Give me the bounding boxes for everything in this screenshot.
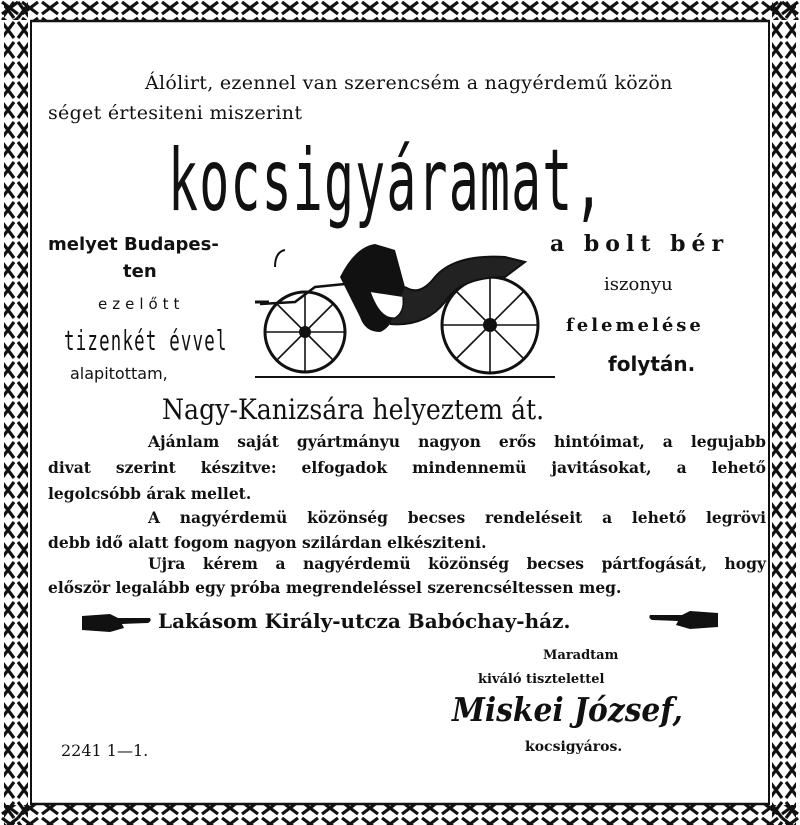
- left-column-line-1: melyet Budapes-: [48, 234, 219, 255]
- left-column-line-5: alapitottam,: [70, 364, 168, 383]
- intro-line-1: Álólirt, ezennel van szerencsém a nagyérdemű közön: [145, 72, 673, 94]
- left-column-line-3: ezelőtt: [98, 295, 185, 313]
- body-line-6: Ujra kérem a nagyérdemü közönség becses pártfogását, hogy: [148, 554, 766, 573]
- closing-line-2: kiváló tisztelettel: [478, 672, 605, 687]
- right-column-line-3: felemelése: [566, 315, 704, 336]
- reference-number: 2241 1—1.: [61, 741, 149, 760]
- address: Lakásom Király-utcza Babóchay-ház.: [158, 609, 571, 633]
- body-line-1: Ajánlam saját gyártmányu nagyon erős hintóimat, a legujabb: [148, 432, 766, 451]
- body-line-7: először legalább egy próba megrendeléssel szerencséltessen meg.: [48, 578, 622, 597]
- subheadline: Nagy-Kanizsára helyeztem át.: [162, 393, 545, 426]
- body-line-5: debb idő alatt fogom nagyon szilárdan elkésziteni.: [48, 533, 487, 552]
- closing-line-1: Maradtam: [543, 648, 619, 663]
- right-column-line-4: folytán.: [608, 352, 696, 376]
- carriage-illustration: [255, 232, 555, 382]
- headline: kocsigyáramat,: [168, 131, 605, 231]
- pointing-hand-right-icon: [80, 610, 152, 634]
- left-column-line-2: ten: [123, 261, 157, 282]
- signature-title: kocsigyáros.: [525, 739, 623, 755]
- body-line-4: A nagyérdemü közönség becses rendeléseit a lehető legrövi: [148, 508, 766, 527]
- intro-line-2: séget értesiteni miszerint: [48, 102, 303, 124]
- body-line-3: legolcsóbb árak mellet.: [48, 484, 252, 503]
- pointing-hand-left-icon: [648, 607, 720, 631]
- right-column-line-1: a bolt bér: [550, 231, 730, 257]
- signature-name: Miskei József,: [452, 690, 683, 729]
- left-column-line-4: tizenkét évvel: [64, 324, 228, 357]
- right-column-line-2: iszonyu: [604, 274, 673, 295]
- body-line-2: divat szerint készitve: elfogadok mindennemü javitásokat, a lehető: [48, 458, 766, 477]
